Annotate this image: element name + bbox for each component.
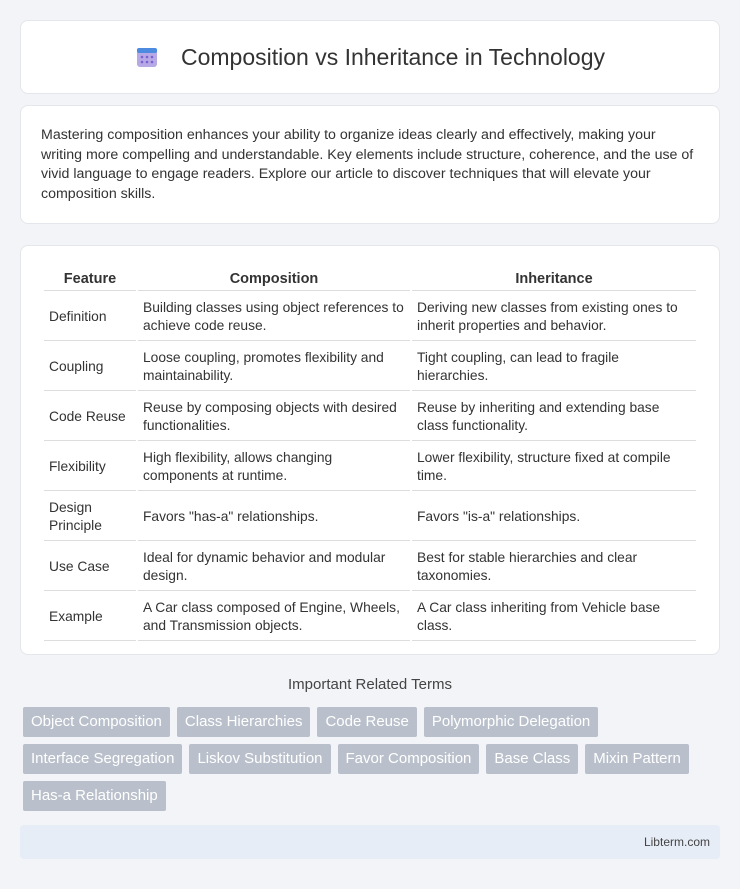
inheritance-cell: Tight coupling, can lead to fragile hierarchies.	[412, 343, 696, 391]
composition-cell: Reuse by composing objects with desired functionalities.	[138, 393, 410, 441]
composition-cell: A Car class composed of Engine, Wheels, and Transmission objects.	[138, 593, 410, 641]
tag-code-reuse[interactable]: Code Reuse	[317, 707, 416, 737]
tag-has-a-relationship[interactable]: Has-a Relationship	[23, 781, 166, 811]
table-row	[44, 593, 696, 641]
inheritance-cell: Deriving new classes from existing ones to inherit properties and behavior.	[412, 293, 696, 341]
feature-cell: Use Case	[44, 543, 136, 591]
tag-favor-composition[interactable]: Favor Composition	[338, 744, 480, 774]
feature-cell: Code Reuse	[44, 393, 136, 441]
table-row	[44, 343, 696, 391]
table-row	[44, 293, 696, 341]
related-terms-title: Important Related Terms	[288, 676, 452, 693]
table-row	[44, 393, 696, 441]
inheritance-cell: A Car class inheriting from Vehicle base class.	[412, 593, 696, 641]
calendar-grid-icon	[135, 45, 159, 69]
table-row	[44, 443, 696, 491]
page-title: Composition vs Inheritance in Technology	[180, 43, 606, 70]
comparison-table	[42, 266, 698, 643]
comparison-card	[20, 245, 720, 655]
tag-base-class[interactable]: Base Class	[486, 744, 578, 774]
table-header-row	[44, 268, 696, 291]
composition-cell: Loose coupling, promotes flexibility and maintainability.	[138, 343, 410, 391]
intro-text: Mastering composition enhances your ability to organize ideas clearly and effectively, making your writing more compelling and understandable. Key elements include structure, coherence, and the use of vivid language to engage readers. Explore our article to discover techniques that will elevate your composition skills.	[41, 127, 694, 202]
tag-object-composition[interactable]: Object Composition	[23, 707, 170, 737]
feature-cell: Definition	[44, 293, 136, 341]
footer-site-link[interactable]: Libterm.com	[643, 835, 710, 849]
composition-cell: Building classes using object references to achieve code reuse.	[138, 293, 410, 341]
header-feature: Feature	[44, 268, 136, 291]
table-row	[44, 493, 696, 541]
title-card	[20, 20, 720, 94]
composition-cell: Favors "has-a" relationships.	[138, 493, 410, 541]
feature-cell: Flexibility	[44, 443, 136, 491]
header-composition: Composition	[138, 268, 410, 291]
footer	[20, 825, 720, 859]
inheritance-cell: Reuse by inheriting and extending base class functionality.	[412, 393, 696, 441]
feature-cell: Design Principle	[44, 493, 136, 541]
header-inheritance: Inheritance	[412, 268, 696, 291]
table-row	[44, 543, 696, 591]
tag-liskov-substitution[interactable]: Liskov Substitution	[189, 744, 330, 774]
related-terms-list	[23, 707, 723, 818]
tag-interface-segregation[interactable]: Interface Segregation	[23, 744, 182, 774]
composition-cell: High flexibility, allows changing components at runtime.	[138, 443, 410, 491]
feature-cell: Coupling	[44, 343, 136, 391]
tag-class-hierarchies[interactable]: Class Hierarchies	[177, 707, 311, 737]
composition-cell: Ideal for dynamic behavior and modular design.	[138, 543, 410, 591]
tag-polymorphic-delegation[interactable]: Polymorphic Delegation	[424, 707, 598, 737]
inheritance-cell: Favors "is-a" relationships.	[412, 493, 696, 541]
intro-card	[20, 105, 720, 224]
feature-cell: Example	[44, 593, 136, 641]
inheritance-cell: Best for stable hierarchies and clear taxonomies.	[412, 543, 696, 591]
tag-mixin-pattern[interactable]: Mixin Pattern	[585, 744, 689, 774]
inheritance-cell: Lower flexibility, structure fixed at compile time.	[412, 443, 696, 491]
